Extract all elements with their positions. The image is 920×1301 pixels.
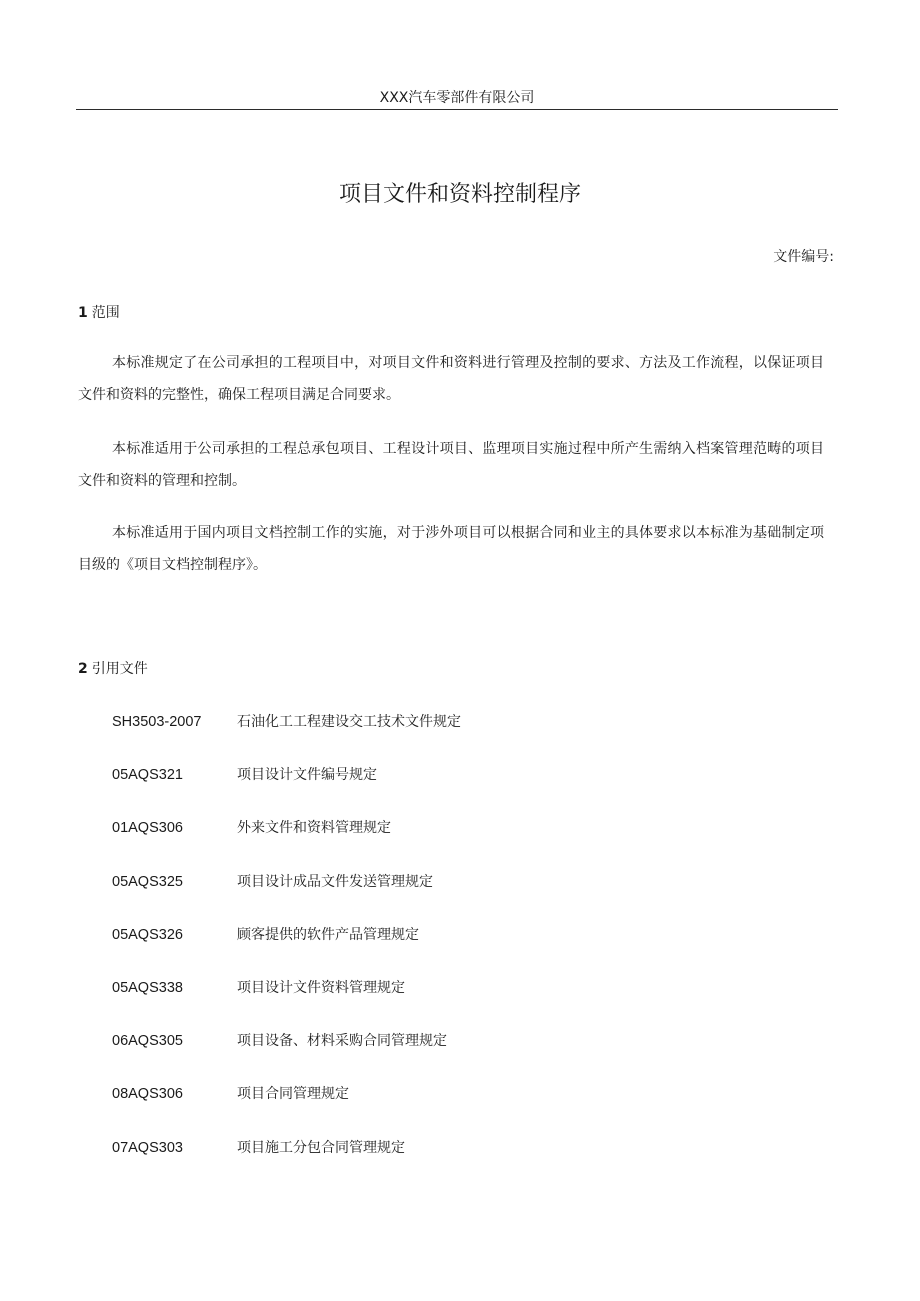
section-title: 范围 xyxy=(91,305,120,321)
reference-item xyxy=(112,761,812,814)
reference-list xyxy=(112,708,812,1187)
scope-paragraph-3: 本标准适用于国内项目文档控制工作的实施，对于涉外项目可以根据合同和业主的具体要求以本标准为基础制定项目级的《项目文档控制程序》。 xyxy=(78,525,824,573)
reference-name: 项目施工分包合同管理规定 xyxy=(237,1139,405,1156)
reference-item xyxy=(112,708,812,761)
reference-code: 05AQS326 xyxy=(112,926,183,943)
section-number: 2 xyxy=(78,661,88,677)
reference-name: 项目设计文件资料管理规定 xyxy=(237,979,405,996)
reference-code: 01AQS306 xyxy=(112,820,183,837)
reference-code: 07AQS303 xyxy=(112,1139,183,1156)
reference-name: 项目合同管理规定 xyxy=(237,1086,349,1103)
document-title: 项目文件和资料控制程序 xyxy=(338,182,581,207)
reference-name: 外来文件和资料管理规定 xyxy=(237,820,391,837)
reference-name: 石油化工工程建设交工技术文件规定 xyxy=(237,714,461,730)
section-number: 1 xyxy=(78,305,88,321)
page-header xyxy=(76,88,838,110)
reference-code: 05AQS338 xyxy=(112,979,183,996)
reference-name: 项目设备、材料采购合同管理规定 xyxy=(237,1033,447,1050)
section-heading-references xyxy=(78,658,148,680)
reference-item xyxy=(112,974,812,1027)
scope-paragraph-2: 本标准适用于公司承担的工程总承包项目、工程设计项目、监理项目实施过程中所产生需纳入档案管理范畴的项目文件和资料的管理和控制。 xyxy=(78,441,824,489)
reference-code: 06AQS305 xyxy=(112,1033,183,1050)
reference-code: SH3503-2007 xyxy=(112,714,202,730)
reference-name: 项目设计文件编号规定 xyxy=(237,767,377,784)
reference-item xyxy=(112,921,812,974)
reference-item xyxy=(112,868,812,921)
scope-paragraph-1: 本标准规定了在公司承担的工程项目中，对项目文件和资料进行管理及控制的要求、方法及工作流程，以保证项目文件和资料的完整性，确保工程项目满足合同要求。 xyxy=(78,355,824,403)
document-number-label: 文件编号: xyxy=(773,249,834,265)
reference-code: 05AQS321 xyxy=(112,767,183,784)
reference-item xyxy=(112,1080,812,1133)
company-name: XXX汽车零部件有限公司 xyxy=(379,90,535,106)
reference-name: 项目设计成品文件发送管理规定 xyxy=(237,873,433,890)
reference-code: 08AQS306 xyxy=(112,1086,183,1103)
section-title: 引用文件 xyxy=(91,661,148,677)
reference-item xyxy=(112,1134,812,1187)
reference-name: 顾客提供的软件产品管理规定 xyxy=(237,926,419,943)
reference-item xyxy=(112,814,812,867)
reference-item xyxy=(112,1027,812,1080)
reference-code: 05AQS325 xyxy=(112,873,183,890)
section-heading-scope xyxy=(78,302,120,324)
